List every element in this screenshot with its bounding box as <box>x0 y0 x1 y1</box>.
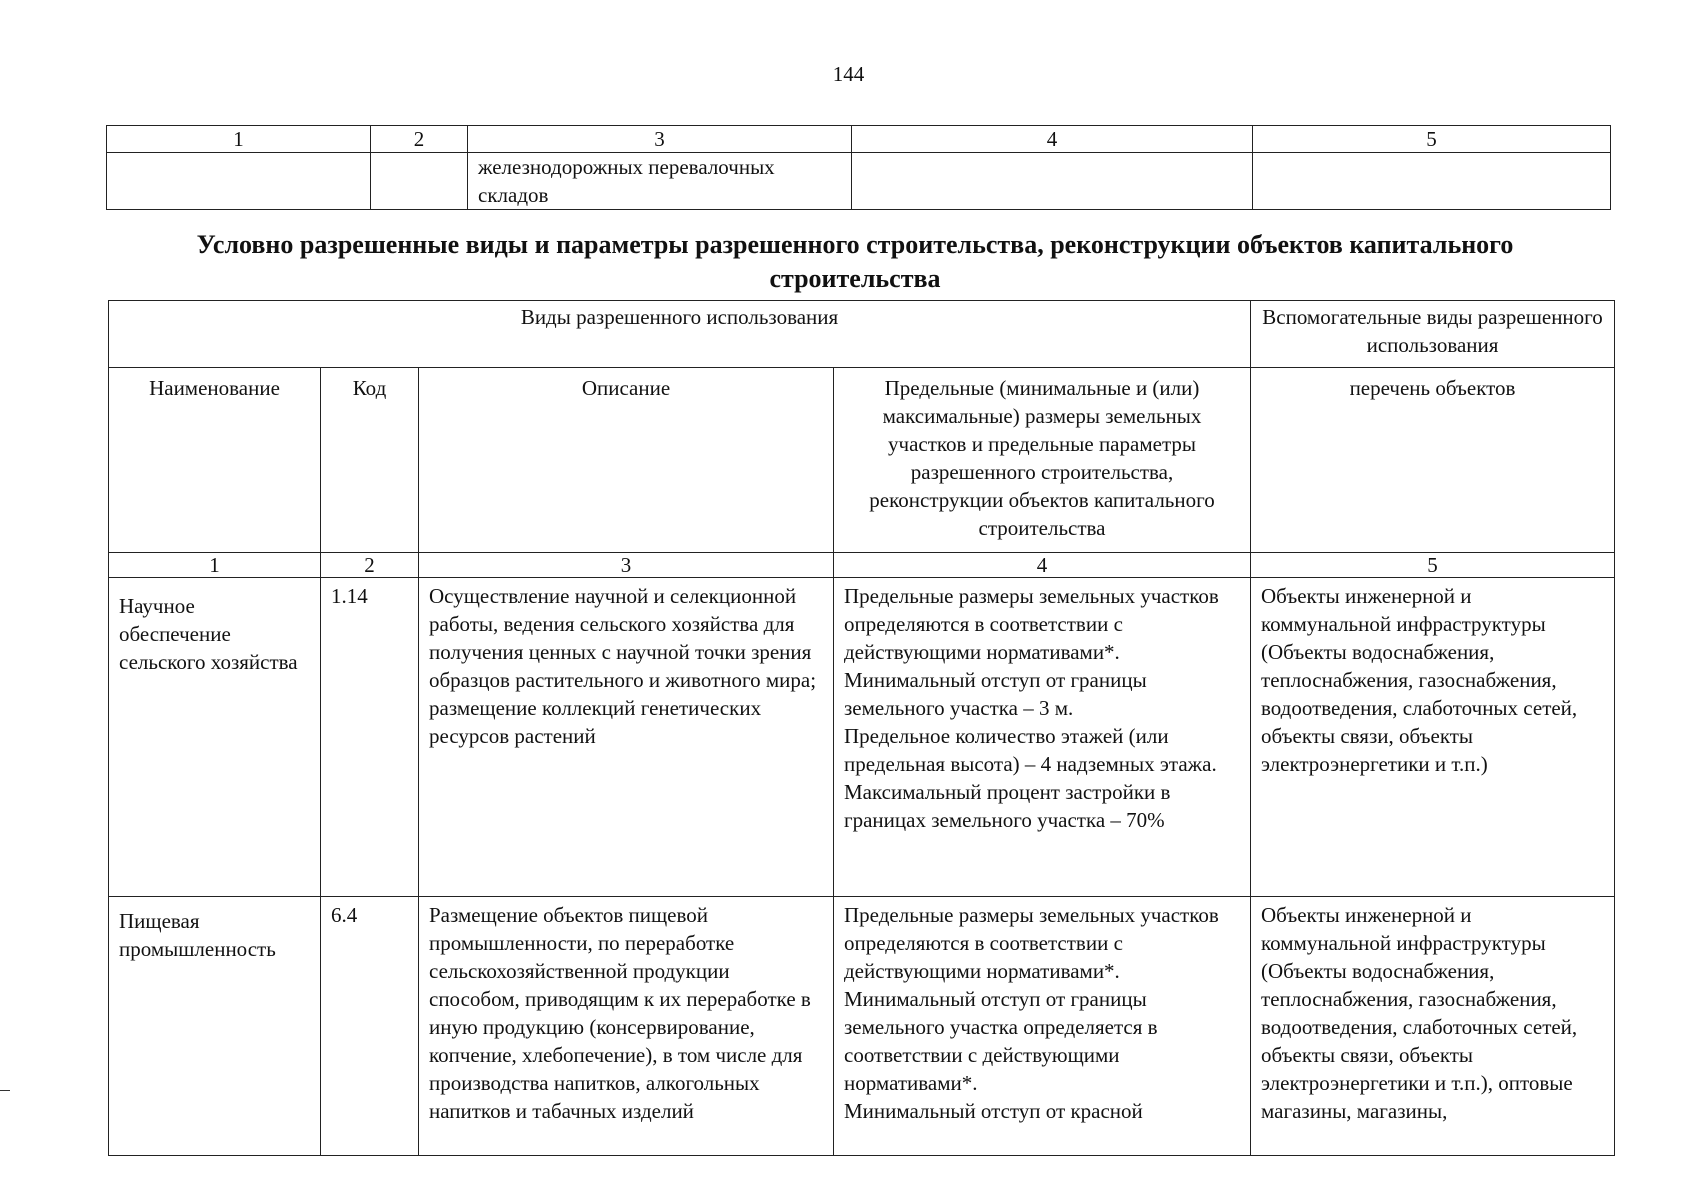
column-number: 1 <box>107 126 371 153</box>
column-number: 3 <box>419 553 834 578</box>
column-number: 4 <box>852 126 1253 153</box>
column-header-description: Описание <box>419 368 834 553</box>
column-number: 2 <box>371 126 468 153</box>
section-title: Условно разрешенные виды и параметры разрешенного строительства, реконструкции объектов капитального строительства <box>196 230 1514 293</box>
permitted-uses-table <box>108 300 1615 1156</box>
column-number-row <box>107 126 1611 153</box>
table-cell <box>107 153 371 210</box>
column-header-parameters: Предельные (минимальные и (или) максимальные) размеры земельных участков и предельные параметры разрешенного строительства, реконструкции объектов капитального строительства <box>834 368 1251 553</box>
use-objects: Объекты инженерной и коммунальной инфраструктуры (Объекты водоснабжения, теплоснабжения, газоснабжения, водоотведения, слаботочных сетей, объекты связи, объекты электроэнергетики и т.п.), оптовые магазины, магазины, <box>1251 897 1615 1156</box>
table-row <box>109 578 1615 897</box>
column-header-row <box>109 368 1615 553</box>
use-code: 1.14 <box>321 578 419 897</box>
table-cell <box>371 153 468 210</box>
column-number: 1 <box>109 553 321 578</box>
continuation-table <box>106 125 1611 210</box>
use-name: Научное обеспечение сельского хозяйства <box>109 578 321 897</box>
use-description: Осуществление научной и селекционной работы, ведения сельского хозяйства для получения ценных с научной точки зрения образцов растительного и животного мира; размещение коллекций генетических ресурсов растений <box>419 578 834 897</box>
column-number: 5 <box>1253 126 1611 153</box>
table-cell: железнодорожных перевалочных складов <box>468 153 852 210</box>
group-header-auxiliary: Вспомогательные виды разрешенного использования <box>1251 301 1615 368</box>
group-header-row <box>109 301 1615 368</box>
margin-mark <box>0 1090 10 1091</box>
use-code: 6.4 <box>321 897 419 1156</box>
table-cell <box>852 153 1253 210</box>
column-number: 5 <box>1251 553 1615 578</box>
page-number: 144 <box>832 62 865 86</box>
column-number: 4 <box>834 553 1251 578</box>
use-parameters: Предельные размеры земельных участков определяются в соответствии с действующими нормативами*. Минимальный отступ от границы земельного участка – 3 м. Предельное количество этажей (или предельная высота) – 4 надземных этажа. Максимальный процент застройки в границах земельного участка – 70% <box>834 578 1251 897</box>
column-number: 2 <box>321 553 419 578</box>
table-row <box>109 897 1615 1156</box>
column-header-code: Код <box>321 368 419 553</box>
use-objects: Объекты инженерной и коммунальной инфраструктуры (Объекты водоснабжения, теплоснабжения, газоснабжения, водоотведения, слаботочных сетей, объекты связи, объекты электроэнергетики и т.п.) <box>1251 578 1615 897</box>
column-number: 3 <box>468 126 852 153</box>
group-header-main: Виды разрешенного использования <box>109 301 1251 368</box>
use-description: Размещение объектов пищевой промышленности, по переработке сельскохозяйственной продукции способом, приводящим к их переработке в иную продукцию (консервирование, копчение, хлебопечение), в том числе для производства напитков, алкогольных напитков и табачных изделий <box>419 897 834 1156</box>
column-number-row <box>109 553 1615 578</box>
column-header-objects: перечень объектов <box>1251 368 1615 553</box>
table-row <box>107 153 1611 210</box>
use-name: Пищевая промышленность <box>109 897 321 1156</box>
table-cell <box>1253 153 1611 210</box>
column-header-name: Наименование <box>109 368 321 553</box>
use-parameters: Предельные размеры земельных участков определяются в соответствии с действующими нормативами*. Минимальный отступ от границы земельного участка определяется в соответствии с действующими нормативами*. Минимальный отступ от красной <box>834 897 1251 1156</box>
